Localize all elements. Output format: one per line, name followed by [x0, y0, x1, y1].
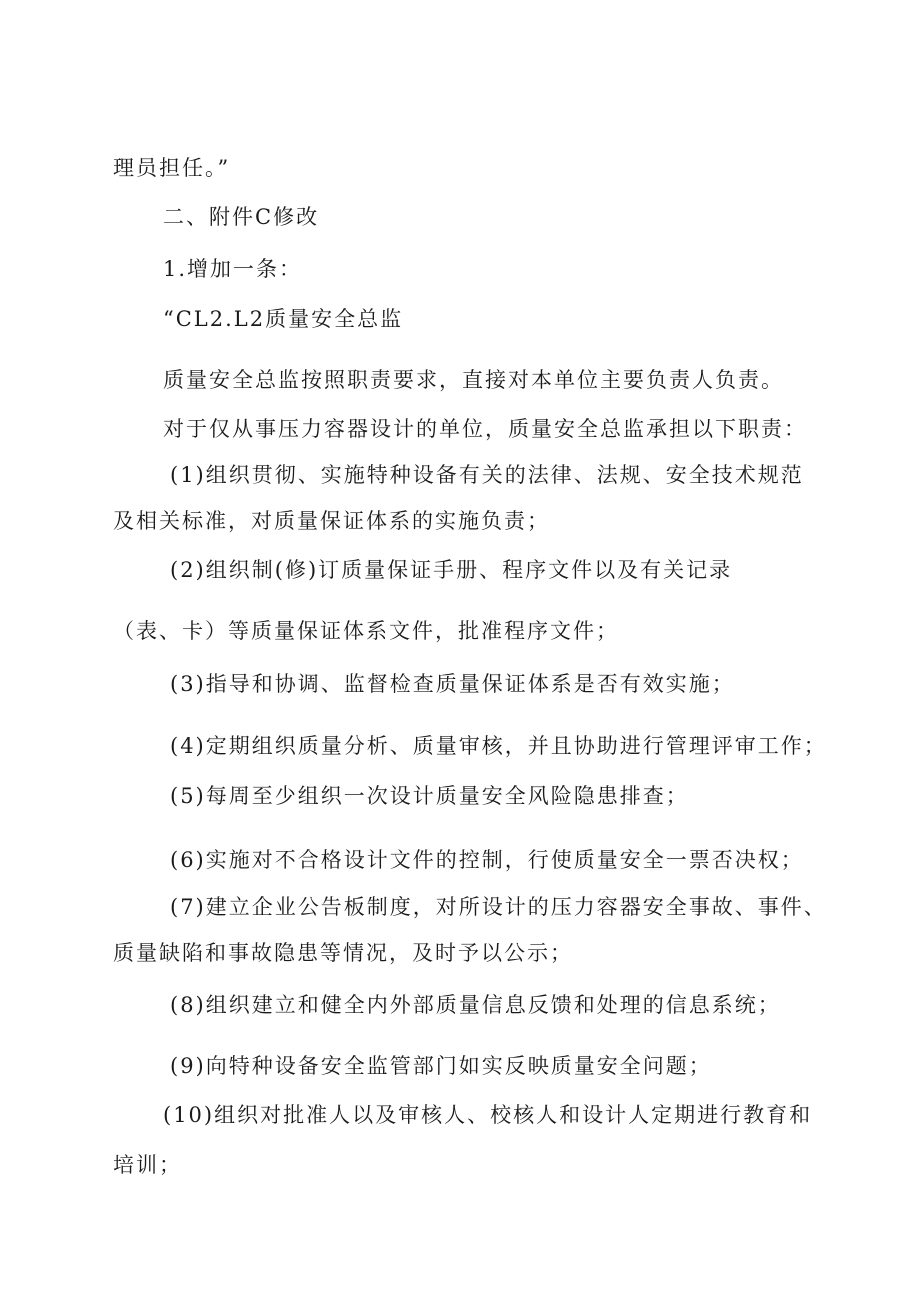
section-heading-attachment-c: 二、附件C修改 [163, 205, 320, 229]
duty-9: (9)向特种设备安全监管部门如实反映质量安全问题； [170, 1054, 712, 1078]
duty-1-line-2: 及相关标准，对质量保证体系的实施负责； [113, 509, 550, 533]
duty-8: (8)组织建立和健全内外部质量信息反馈和处理的信息系统； [170, 993, 781, 1017]
text-line-1: 理员担任。” [113, 156, 231, 180]
duty-10-line-1: (10)组织对批准人以及审核人、校核人和设计人定期进行教育和 [163, 1103, 813, 1127]
duty-6: (6)实施对不合格设计文件的控制，行使质量安全一票否决权； [170, 848, 804, 872]
duty-10-line-2: 培训； [113, 1153, 182, 1177]
duty-2-line-2: （表、卡）等质量保证体系文件，批准程序文件； [113, 619, 619, 643]
duty-2-line-1: (2)组织制(修)订质量保证手册、程序文件以及有关记录 [170, 558, 733, 582]
duty-4: (4)定期组织质量分析、质量审核，并且协助进行管理评审工作； [170, 734, 827, 758]
duty-7-line-2: 质量缺陷和事故隐患等情况，及时予以公示； [113, 941, 573, 965]
item-heading-add-clause: 1.增加一条： [163, 257, 303, 281]
duty-7-line-1: (7)建立企业公告板制度，对所设计的压力容器安全事故、事件、 [170, 895, 827, 919]
paragraph-duties-intro: 对于仅从事压力容器设计的单位，质量安全总监承担以下职责： [163, 417, 807, 441]
paragraph-reporting: 质量安全总监按照职责要求，直接对本单位主要负责人负责。 [163, 368, 784, 392]
duty-5: (5)每周至少组织一次设计质量安全风险隐患排查； [170, 784, 689, 808]
duty-1-line-1: (1)组织贯彻、实施特种设备有关的法律、法规、安全技术规范 [170, 463, 804, 487]
clause-title: “CL2.L2质量安全总监 [163, 307, 404, 331]
duty-3: (3)指导和协调、监督检查质量保证体系是否有效实施； [170, 672, 735, 696]
